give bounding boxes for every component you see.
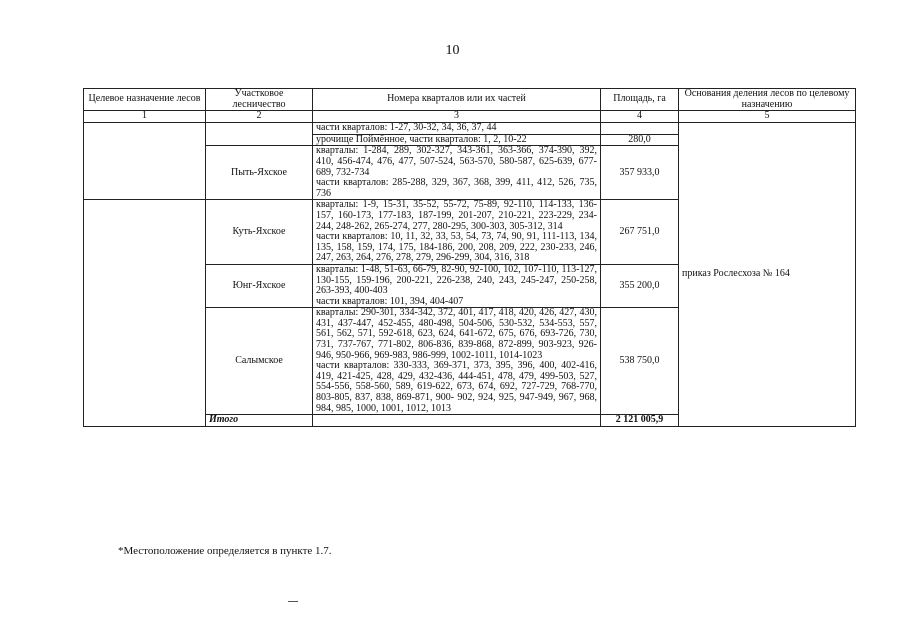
header-district: Участковое лесничество xyxy=(206,89,313,111)
area-cell: 280,0 xyxy=(601,134,679,146)
quarters-cell xyxy=(313,146,601,200)
district-name: Юнг-Яхское xyxy=(206,264,313,307)
basis-cell: приказ Рослесхоза № 164 xyxy=(679,123,856,427)
quarter-parts-list: части кварталов: 101, 394, 404-407 xyxy=(316,295,464,307)
area-cell: 267 751,0 xyxy=(601,200,679,265)
total-label: Итого xyxy=(206,415,313,427)
quarter-parts-list: части кварталов: 10, 11, 32, 33, 53, 54, 73, 74, 90, 91, 111-113, 134, 135, 158, 159, 174, 175, 184-186, 200, 208, 209, 222, 230-233, 246, 247, 263, 264, 276, 278, 279, 296-299, 304, 316, 318 xyxy=(316,231,597,264)
header-purpose: Целевое назначение лесов xyxy=(84,89,206,111)
quarters-cell: части кварталов: 1-27, 30-32, 34, 36, 37, 44 xyxy=(313,123,601,135)
header-basis: Основания деления лесов по целевому назначению xyxy=(679,89,856,111)
quarter-parts-list: части кварталов: 285-288, 329, 367, 368, 399, 411, 412, 526, 735, 736 xyxy=(316,177,597,199)
column-number: 4 xyxy=(601,111,679,123)
column-number: 1 xyxy=(84,111,206,123)
district-cell-empty xyxy=(206,123,313,146)
purpose-cell-empty xyxy=(84,200,206,426)
column-number-row xyxy=(84,111,856,123)
header-row xyxy=(84,89,856,111)
column-number: 2 xyxy=(206,111,313,123)
district-name: Куть-Яхское xyxy=(206,200,313,265)
quarters-list: кварталы: 290-301, 334-342, 372, 401, 417, 418, 420, 426, 427, 430, 431, 437-447, 452-455, 480-498, 504-506, 530-532, 534-553, 557, 561, 562, 571, 592-618, 623, 624, 641-672, 675, 676, 693-726, 730, 731, 737-767, 771-802, 806-836, 839-868, 872-899, 903-923, 926-946, 950-966, 969-983, 986-999, 1002-1011, 1014-1023 xyxy=(316,307,597,361)
quarters-list: кварталы: 1-48, 51-63, 66-79, 82-90, 92-100, 102, 107-110, 113-127, 130-155, 159-196, 200-221, 226-238, 240, 243, 245-247, 250-258, 263-393, 400-403 xyxy=(316,263,597,297)
quarters-cell: урочище Поймённое, части кварталов: 1, 2, 10-22 xyxy=(313,134,601,146)
scan-mark xyxy=(288,601,298,602)
table-row xyxy=(84,123,856,135)
header-area: Площадь, га xyxy=(601,89,679,111)
district-name: Пыть-Яхское xyxy=(206,146,313,200)
forest-quarters-table xyxy=(83,88,856,427)
district-name: Салымское xyxy=(206,308,313,415)
quarters-list: кварталы: 1-284, 289, 302-327, 343-361, 363-366, 374-390, 392, 410, 456-474, 476, 477, 507-524, 563-570, 580-587, 625-639, 677-689, 732-734 xyxy=(316,145,597,178)
quarter-parts-list: части кварталов: 330-333, 369-371, 373, 395, 396, 400, 402-416, 419, 421-425, 428, 429, 432-436, 444-451, 478, 479, 499-503, 527, 554-556, 558-560, 589, 619-622, 673, 674, 692, 727-729, 768-770, 803-805, 837, 838, 869-871, 900- 902, 924, 925, 947-949, 967, 968, 984, 985, 1000, 1001, 1012, 1013 xyxy=(316,360,597,414)
quarters-list: кварталы: 1-9, 15-31, 35-52, 55-72, 75-89, 92-110, 114-133, 136-157, 160-173, 177-183, 187-199, 201-207, 210-221, 223-229, 234-244, 248-262, 265-274, 277, 280-295, 300-303, 305-312, 314 xyxy=(316,199,597,232)
page-number: 10 xyxy=(445,43,460,58)
area-cell-empty xyxy=(601,123,679,135)
area-cell: 355 200,0 xyxy=(601,264,679,307)
area-cell: 357 933,0 xyxy=(601,146,679,200)
total-value: 2 121 005,9 xyxy=(601,415,679,427)
footnote: *Местоположение определяется в пункте 1.7. xyxy=(118,545,332,557)
quarters-cell xyxy=(313,264,601,307)
quarters-cell xyxy=(313,308,601,415)
quarters-cell xyxy=(313,200,601,265)
column-number: 3 xyxy=(313,111,601,123)
quarters-cell-empty xyxy=(313,415,601,427)
header-quarters: Номера кварталов или их частей xyxy=(313,89,601,111)
area-cell: 538 750,0 xyxy=(601,308,679,415)
column-number: 5 xyxy=(679,111,856,123)
purpose-cell-empty xyxy=(84,123,206,200)
